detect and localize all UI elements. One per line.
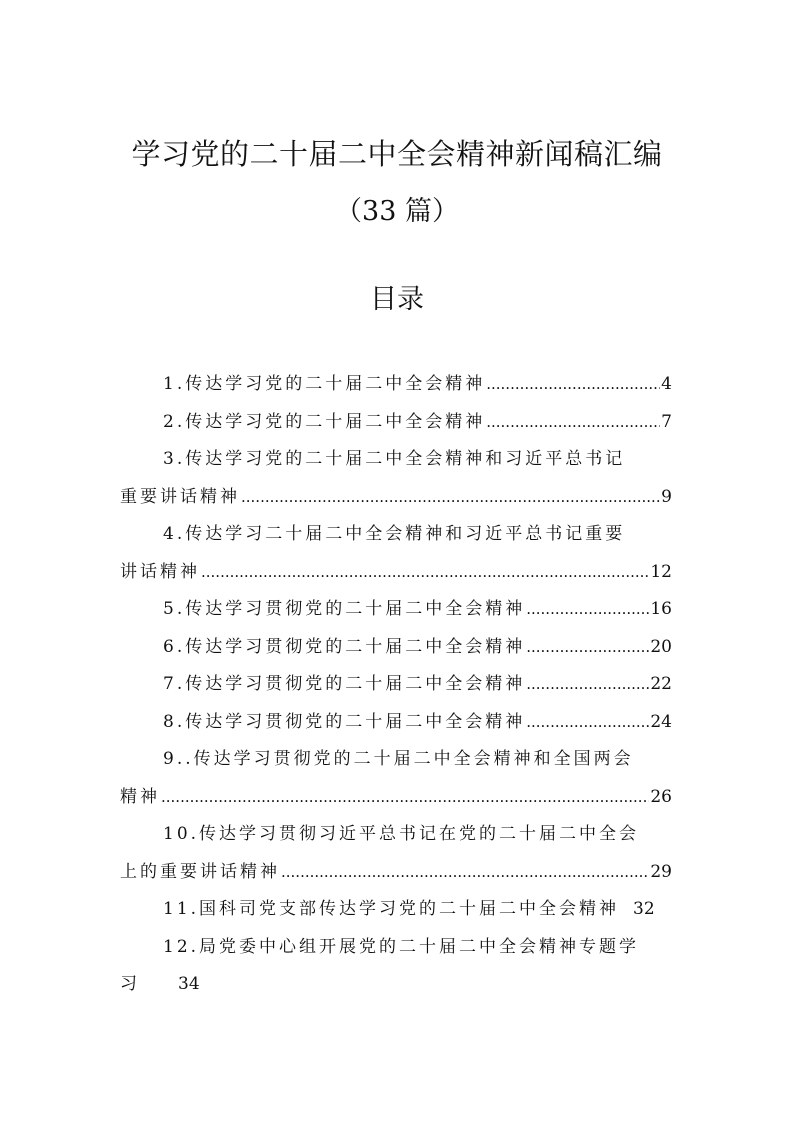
toc-entry-title-continued: 上的重要讲话精神 <box>120 861 280 882</box>
toc-entry-3[interactable] <box>120 441 672 479</box>
toc-entry-12-continuation[interactable] <box>120 966 672 1004</box>
toc-entry-4[interactable] <box>120 516 672 554</box>
toc-entry-title-continued: 重要讲话精神 <box>120 486 240 507</box>
toc-entry-1[interactable] <box>120 366 672 404</box>
toc-entry-10-continuation[interactable] <box>120 854 672 892</box>
toc-entry-number: 12. <box>163 936 200 957</box>
dot-leader <box>526 666 649 704</box>
toc-entry-11[interactable] <box>120 891 672 929</box>
toc-entry-page: 24 <box>650 711 672 732</box>
toc-entry-title-continued: 讲话精神 <box>120 561 200 582</box>
dot-leader <box>526 629 649 667</box>
toc-entry-number: 9.. <box>163 749 194 769</box>
toc-entry-page: 22 <box>650 674 672 694</box>
toc-entry-9[interactable] <box>120 741 672 779</box>
dot-leader <box>526 704 649 742</box>
toc-entry-page: 4 <box>661 374 672 394</box>
toc-entry-title: 传达学习党的二十届二中全会精神 <box>185 374 486 394</box>
toc-entry-number: 3. <box>163 449 186 469</box>
toc-entry-3-continuation[interactable] <box>120 479 672 517</box>
toc-entry-page: 34 <box>178 974 200 994</box>
toc-entry-title-continued: 精神 <box>120 786 160 807</box>
toc-entry-4-continuation[interactable] <box>120 554 672 592</box>
toc-entry-number: 6. <box>163 636 186 657</box>
toc-entry-number: 2. <box>163 411 186 432</box>
toc-entry-10[interactable] <box>120 816 672 854</box>
toc-entry-title: 传达学习党的二十届二中全会精神和习近平总书记 <box>185 449 626 469</box>
toc-entry-title: 局党委中心组开展党的二十届二中全会精神专题学 <box>199 936 640 957</box>
table-of-contents <box>120 366 672 1004</box>
dot-leader <box>486 404 660 442</box>
toc-entry-title: 传达学习贯彻党的二十届二中全会精神 <box>185 636 526 657</box>
toc-entry-page: 20 <box>650 636 672 657</box>
toc-entry-title: 传达学习贯彻党的二十届二中全会精神 <box>185 711 526 732</box>
toc-entry-page: 9 <box>661 486 672 507</box>
toc-entry-number: 4. <box>163 524 186 544</box>
toc-entry-number: 10. <box>163 824 200 844</box>
dot-leader <box>486 366 660 404</box>
toc-entry-6[interactable] <box>120 629 672 667</box>
dot-leader <box>526 591 649 629</box>
dot-leader <box>161 779 649 817</box>
toc-entry-number: 5. <box>163 599 186 619</box>
toc-entry-page: 29 <box>650 861 672 882</box>
toc-entry-5[interactable] <box>120 591 672 629</box>
document-subtitle: （33 篇） <box>335 196 459 227</box>
toc-entry-number: 8. <box>163 711 186 732</box>
toc-entry-title: 传达学习贯彻党的二十届二中全会精神 <box>185 674 526 694</box>
document-title: 学习党的二十届二中全会精神新闻稿汇编 <box>131 137 663 171</box>
toc-entry-title-continued: 习 <box>120 974 140 994</box>
toc-entry-title: 传达学习党的二十届二中全会精神 <box>185 411 486 432</box>
toc-entry-page: 12 <box>650 561 672 582</box>
toc-entry-page: 26 <box>650 786 672 807</box>
dot-leader <box>241 479 660 517</box>
toc-entry-number: 11. <box>163 899 200 919</box>
toc-entry-title: 传达学习贯彻党的二十届二中全会精神 <box>185 599 526 619</box>
dot-leader <box>281 854 649 892</box>
toc-entry-title: 传达学习二十届二中全会精神和习近平总书记重要 <box>185 524 626 544</box>
toc-entry-page: 7 <box>661 411 672 432</box>
toc-entry-8[interactable] <box>120 704 672 742</box>
toc-entry-7[interactable] <box>120 666 672 704</box>
toc-heading: 目录 <box>370 284 424 315</box>
toc-entry-12[interactable] <box>120 929 672 967</box>
toc-entry-9-continuation[interactable] <box>120 779 672 817</box>
toc-entry-number: 1. <box>163 374 186 394</box>
toc-entry-page: 32 <box>633 899 655 919</box>
toc-entry-2[interactable] <box>120 404 672 442</box>
dot-leader <box>201 554 649 592</box>
toc-entry-title: 传达学习贯彻党的二十届二中全会精神和全国两会 <box>193 749 634 769</box>
toc-entry-title: 传达学习贯彻习近平总书记在党的二十届二中全会 <box>199 824 640 844</box>
toc-entry-number: 7. <box>163 674 186 694</box>
toc-entry-title: 国科司党支部传达学习党的二十届二中全会精神 <box>199 899 620 919</box>
toc-entry-page: 16 <box>650 599 672 619</box>
